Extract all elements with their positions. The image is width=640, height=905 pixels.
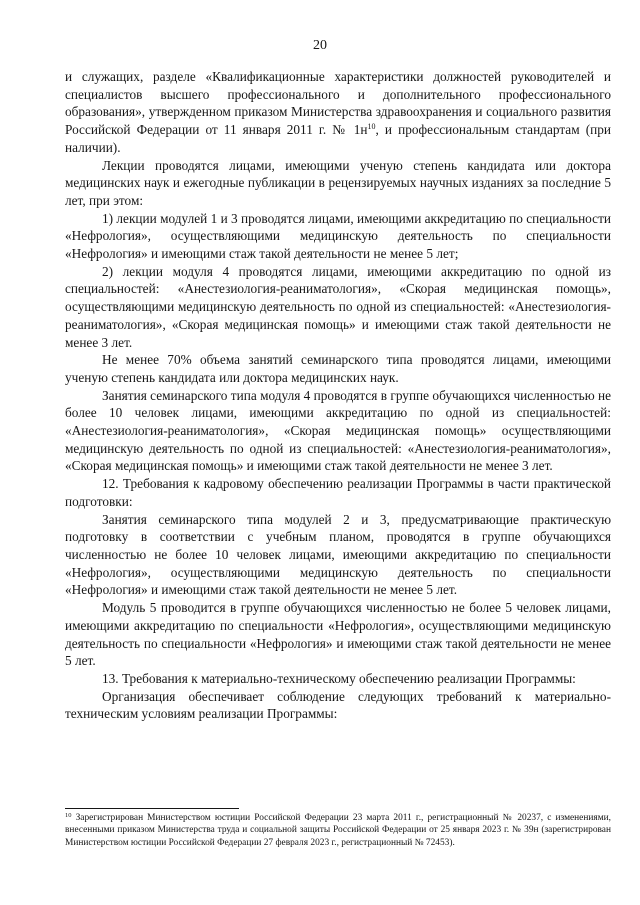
footnote	[65, 812, 611, 849]
paragraph-seminar-module-4: Занятия семинарского типа модуля 4 проводятся в группе обучающихся численностью не более 10 человек лицами, имеющими аккредитацию по одной из специальностей: «Анестезиология-реаниматология», «Скорая медицинская помощь» осуществляющими медицинскую деятельность по одной из специальностей: «Анестезиология-реаниматология», «Скорая медицинская помощь» и имеющими стаж такой деятельности не менее 3 лет.	[65, 387, 611, 474]
paragraph-seminar-modules-2-3: Занятия семинарского типа модулей 2 и 3, предусматривающие практическую подготовку в соответствии с учебным планом, проводятся в группе обучающихся численностью не более 10 человек лицами, имеющими аккредитацию по специальности «Нефрология», осуществляющими медицинскую деятельность по специальности «Нефрология» и имеющими стаж такой деятельности не менее 5 лет.	[65, 511, 611, 598]
paragraph-qualification-continuation	[65, 68, 611, 157]
body-text	[65, 68, 611, 723]
paragraph-text: , и профессиональным стандартам (при наличии).	[65, 122, 611, 155]
paragraph-seminar-share: Не менее 70% объема занятий семинарского типа проводятся лицами, имеющими ученую степень кандидата или доктора медицинских наук.	[65, 352, 611, 385]
footnote-marker: 10	[65, 812, 72, 819]
paragraph-lectures-module-4: 2) лекции модуля 4 проводятся лицами, имеющими аккредитацию по одной из специальностей: «Анестезиология-реаниматология», «Скорая медицинская помощь», осуществляющими медицинскую деятельность по одной из специальностей: «Анестезиология-реаниматология», «Скорая медицинская помощь» и имеющими стаж такой деятельности не менее 3 лет.	[65, 263, 611, 350]
paragraph-lectures: Лекции проводятся лицами, имеющими ученую степень кандидата или доктора медицинских наук и ежегодные публикации в рецензируемых научных изданиях за последние 5 лет, при этом:	[65, 157, 611, 208]
section-13-heading: 13. Требования к материально-техническому обеспечению реализации Программы:	[102, 670, 576, 686]
paragraph-lectures-modules-1-3: 1) лекции модулей 1 и 3 проводятся лицами, имеющими аккредитацию по специальности «Нефрология», осуществляющими медицинскую деятельность по специальности «Нефрология» и имеющими стаж такой деятельности не менее 5 лет;	[65, 210, 611, 262]
footnote-text: Зарегистрирован Министерством юстиции Российской Федерации 23 марта 2011 г., регистрационный № 20237, с изменениями, внесенными приказом Министерства труда и социальной защиты Российской Федерации от 25 января 2023 г. № 39н (зарегистрирован Министерством юстиции Российской Федерации 27 февраля 2023 г., регистрационный № 72453).	[65, 813, 611, 848]
paragraph-module-5: Модуль 5 проводится в группе обучающихся численностью не более 5 человек лицами, имеющими аккредитацию по специальности «Нефрология», осуществляющими медицинскую деятельность по специальности «Нефрология» и имеющими стаж такой деятельности не менее 5 лет.	[65, 600, 611, 669]
paragraph-text: и служащих, разделе «Квалификационные характеристики должностей руководителей и специалистов высшего профессионального и дополнительного профессионального образования», утвержденном приказом Министерства здравоохранения и социального развития Российской Федерации от 11 января 2011 г. № 1н	[65, 69, 611, 138]
footnote-separator	[65, 808, 239, 809]
paragraph-organization-requirements: Организация обеспечивает соблюдение следующих требований к материально-техническим условиям реализации Программы:	[65, 688, 611, 722]
page-number: 20	[313, 38, 327, 53]
footnote-reference: 10	[367, 122, 376, 132]
section-12-heading: 12. Требования к кадровому обеспечению реализации Программы в части практической подготовки:	[65, 476, 611, 509]
